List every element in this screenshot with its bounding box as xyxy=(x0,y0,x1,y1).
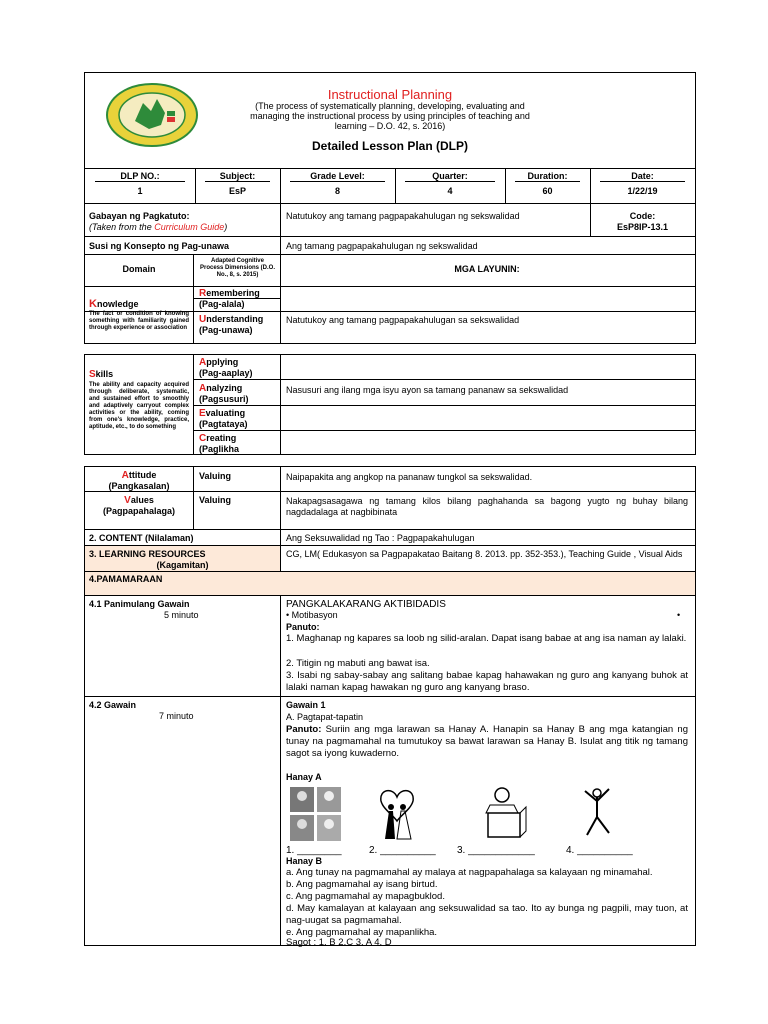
applying-label: pplying xyxy=(206,357,239,367)
plan-title: Detailed Lesson Plan (DLP) xyxy=(311,139,469,153)
document-subtitle: (The process of systematically planning, developing, evaluating and managing the instructional process by using principles of teaching and learning – D.O. 42, s. 2016) xyxy=(250,101,530,131)
attitude-sub: (Pangkasalan) xyxy=(108,481,170,491)
resources-label: 3. LEARNING RESOURCES xyxy=(89,549,206,559)
source-suffix: ) xyxy=(224,222,228,232)
domain-header: Domain xyxy=(122,264,156,274)
procedure-label: 4.PAMAMARAAN xyxy=(89,574,163,584)
creating-objective xyxy=(282,434,692,436)
creating-sub: (Paglikha xyxy=(199,444,240,454)
choice-d: d. May kamalayan at kalayaan ang seksuwalidad sa tao. Ito ay bunga ng pagpili, may tuon, at nag-uugat sa pagmamahal. xyxy=(286,903,688,926)
picture-family-photos xyxy=(290,787,342,841)
intro-minutes: 5 minuto xyxy=(164,610,199,620)
subject-value: EsP xyxy=(228,186,246,196)
dimensions-header: Adapted Cognitive Process Dimensions (D.O. No., 8, s. 2015) xyxy=(199,258,276,278)
attitude-objective: Naipapakita ang angkop na pananaw tungkol sa sekswalidad. xyxy=(286,472,533,482)
intro-activity-label: 4.1 Panimulang Gawain xyxy=(89,599,190,609)
deped-seal-logo xyxy=(105,83,200,148)
intro-panuto: Panuto: xyxy=(286,622,320,632)
activity-minutes: 7 minuto xyxy=(159,711,194,721)
remembering-sub: (Pag-alala) xyxy=(199,299,245,309)
skills-description: The ability and capacity acquired through deliberate, systematic, and sustained effort to smoothly and adaptively carryout complex activities or the ability, coming from one's knowledge, practice, aptitude, etc., to do something xyxy=(89,382,189,430)
knowledge-description: The fact or condition of knowing something with familiarity gained through experience or association xyxy=(89,311,189,331)
intro-step-3: 3. Isabi ng sabay-sabay ang salitang babae kapag hahawakan ng guro ang kanyang buhok at lalaki naman kapag hawakan ng guro ang kanyang braso. xyxy=(286,670,688,693)
choice-c: c. Ang pagmamahal ay mapagbuklod. xyxy=(286,891,445,902)
activity-instructions xyxy=(282,723,692,761)
choice-e: e. Ang pagmamahal ay mapanlikha. xyxy=(286,927,438,938)
source-curriculum-guide: Curriculum Guide xyxy=(154,222,225,232)
analyzing-initial: A xyxy=(199,383,207,394)
dlp-no-value: 1 xyxy=(137,186,143,196)
skills-block xyxy=(84,354,696,455)
dlp-no-header: DLP NO.: xyxy=(120,171,160,181)
duration-value: 60 xyxy=(542,186,553,196)
analyzing-label: nalyzing xyxy=(206,383,243,393)
evaluating-initial: E xyxy=(199,408,206,419)
content-text: Ang Seksuwalidad ng Tao : Pagpapakahulugan xyxy=(286,533,475,543)
key-concept-text: Ang tamang pagpapakahulugan ng sekswalidad xyxy=(286,241,478,251)
choice-b: b. Ang pagmamahal ay isang birtud. xyxy=(286,879,438,890)
intro-bullet-right: • xyxy=(677,610,681,620)
grade-level-value: 8 xyxy=(334,186,340,196)
resources-text: CG, LM( Edukasyon sa Pagpapakatao Baitang 8. 2013. pp. 352-353.), Teaching Guide , Visual Aids xyxy=(286,549,683,559)
activity-panuto: Panuto: xyxy=(286,724,322,735)
understanding-initial: U xyxy=(199,314,207,325)
understanding-sub: (Pag-unawa) xyxy=(199,325,253,335)
attitude-dimension: Valuing xyxy=(199,471,232,481)
attitude-label: ttitude xyxy=(128,470,157,480)
evaluating-sub: (Pagtataya) xyxy=(199,419,248,429)
blank-3: 3. ____________ xyxy=(457,845,535,856)
grade-level-header: Grade Level: xyxy=(310,171,365,181)
learning-guide-label: Gabayan ng Pagkatuto: xyxy=(89,211,190,221)
blank-2: 2. __________ xyxy=(369,845,436,856)
quarter-header: Quarter: xyxy=(432,171,468,181)
intro-heading: PANGKALAKARANG AKTIBIDADIS xyxy=(286,599,446,610)
activity-label: 4.2 Gawain xyxy=(89,700,137,710)
picture-jumping-man xyxy=(577,785,617,841)
attitude-initial: A xyxy=(121,470,129,481)
skills-domain xyxy=(85,368,193,381)
activity-instructions-text: Suriin ang mga larawan sa Hanay A. Hanapin sa Hanay B ang mga katangian ng tunay na pagmamahal na tumutukoy sa bawat larawan sa Hanay B. Isulat ang titik ng tamang sagot sa iyong kuwaderno. xyxy=(286,724,688,759)
skills-label: kills xyxy=(95,369,114,379)
knowledge-initial: K xyxy=(89,298,97,310)
picture-wedding-couple xyxy=(375,785,419,841)
evaluating-objective xyxy=(282,409,692,411)
activity-title: Gawain 1 xyxy=(286,700,326,710)
quarter-value: 4 xyxy=(447,186,453,196)
date-value: 1/22/19 xyxy=(627,186,658,196)
document-title: Instructional Planning xyxy=(327,87,453,102)
lesson-plan-header-block xyxy=(84,72,696,344)
creating-label: reating xyxy=(206,433,237,443)
learning-guide-text: Natutukoy ang tamang pagpapakahulugan ng sekswalidad xyxy=(286,211,520,221)
skills-initial: S xyxy=(89,369,96,380)
remembering-objective xyxy=(282,289,692,291)
analyzing-sub: (Pagsusuri) xyxy=(199,394,249,404)
subject-header: Subject: xyxy=(219,171,256,181)
code-value: EsP8IP-13.1 xyxy=(616,222,669,232)
activity-subtitle: A. Pagtapat-tapatin xyxy=(286,712,364,722)
knowledge-label: nowledge xyxy=(96,299,139,309)
key-concept-label: Susi ng Konsepto ng Pag-unawa xyxy=(89,241,230,251)
procedure-block xyxy=(84,466,696,946)
remembering-label: emembering xyxy=(206,288,260,298)
remembering-initial: R xyxy=(199,288,207,299)
applying-objective xyxy=(282,358,692,360)
intro-step-2: 2. Titigin ng mabuti ang bawat isa. xyxy=(286,658,430,669)
creating-initial: C xyxy=(199,433,207,444)
duration-header: Duration: xyxy=(527,171,568,181)
hanay-b-label: Hanay B xyxy=(286,856,323,866)
curriculum-guide-source xyxy=(85,221,280,234)
blank-4: 4. __________ xyxy=(566,845,633,856)
values-objective: Nakapagsasagawa ng tamang kilos bilang paghahanda sa bagong yugto ng buhay bilang nagdadalaga at nagbibinata xyxy=(286,496,688,517)
values-initial: V xyxy=(124,495,131,506)
applying-sub: (Pag-aaplay) xyxy=(199,368,253,378)
intro-bullet: • Motibasyon xyxy=(286,610,338,620)
date-header: Date: xyxy=(631,171,654,181)
choice-a: a. Ang tunay na pagmamahal ay malaya at nagpapahalaga sa kalayaan ng minamahal. xyxy=(286,867,653,878)
values-dimension: Valuing xyxy=(199,495,232,505)
values-label: alues xyxy=(130,495,154,505)
blank-1: 1. ________ xyxy=(286,845,342,856)
source-prefix: (Taken from the xyxy=(89,222,155,232)
hanay-a-label: Hanay A xyxy=(286,772,322,782)
understanding-label: nderstanding xyxy=(206,314,264,324)
code-label: Code: xyxy=(629,211,656,221)
answer-key: Sagot : 1. B 2.C 3. A 4. D xyxy=(286,937,392,948)
resources-sub: (Kagamitan) xyxy=(156,560,209,570)
picture-person-in-box xyxy=(480,785,530,841)
evaluating-label: valuating xyxy=(205,408,246,418)
applying-initial: A xyxy=(199,357,207,368)
intro-step-1: 1. Maghanap ng kapares sa loob ng silid-aralan. Dapat isang babae at ang isa naman ay lalaki. xyxy=(286,633,687,644)
analyzing-objective: Nasusuri ang ilang mga isyu ayon sa tamang pananaw sa sekswalidad xyxy=(286,385,569,395)
objectives-header: MGA LAYUNIN: xyxy=(454,264,520,274)
values-sub: (Pagpapahalaga) xyxy=(102,506,176,516)
understanding-objective: Natutukoy ang tamang pagpapakahulugan sa sekswalidad xyxy=(286,315,520,325)
content-label: 2. CONTENT (Nilalaman) xyxy=(89,533,194,543)
